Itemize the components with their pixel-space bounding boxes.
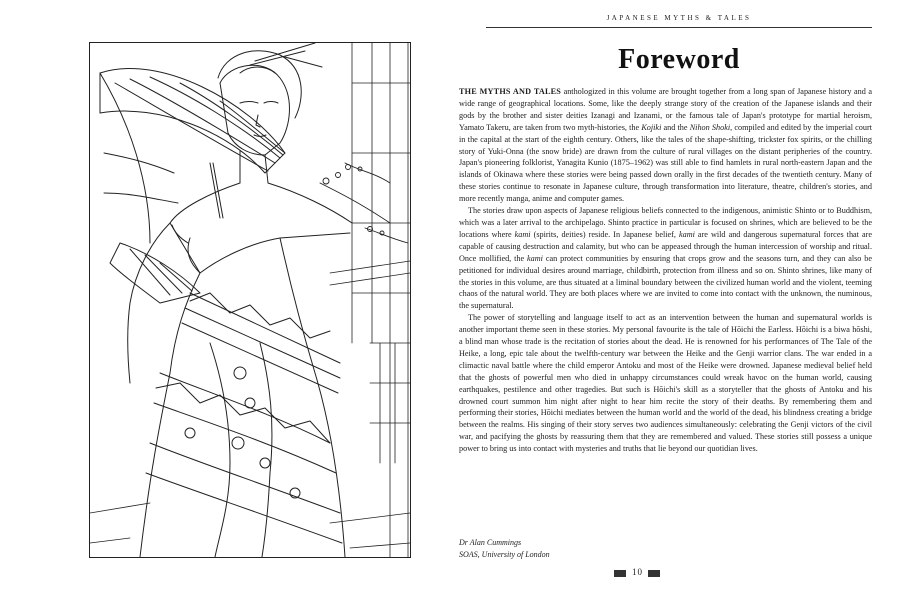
paragraph-1: THE MYTHS AND TALES anthologized in this volume are brought together from a long span of Japanese history and a wide range of geographical locations. Some, like the deeply strange story of the creation of the Japanese islands and their gods by the brother and sister deities Izanagi and Izanami, or the famous tale of Japan's prototype for martial heroism, Yamato Takeru, are taken from two myth-histories, the Kojiki and the Nihon Shoki, compiled and edited by the imperial court in the capital at the start of the eighth century. Others, like the tales of the shape-shifting, trickster fox spirits, or the chilling story of Yuki-Onna (the snow bride) are drawn from the culture of rural villages on the distant peripheries of the country. Japan's pioneering folklorist, Yanagita Kunio (1875–1962) was still able to find hamlets in rural north-eastern Japan and the islands of Okinawa where these stories were being passed down orally in the first decades of the twentieth century. Many of these stories continue to resonate in Japanese culture, through transformation into literature, theatre, children's stories, and more recently manga, anime and computer games.: [459, 87, 872, 204]
signature-affiliation: SOAS, University of London: [459, 549, 550, 559]
foreword-body: [459, 86, 872, 455]
page-title: Foreword: [618, 44, 740, 75]
background-screen: [330, 43, 410, 557]
coloring-illustration: [89, 42, 411, 558]
page-number: 10: [632, 567, 643, 577]
header-rule: [486, 27, 872, 28]
paragraph-3: The power of storytelling and language itself to act as an intervention between the human and supernatural worlds is another important theme seen in these stories. My personal favourite is the tale of Hōichi the Earless. Hōichi is a biwa hōshi, a blind man whose trade is the recitation of stories about the dead. He is renowned for his performances of The Tale of the Heike, a long, epic tale about the twelfth-century war between the Heike and the Genji warrior clans. The war ended in a climactic naval battle where the child emperor Antoku and most of the Heike were drowned. Japanese medieval belief held that the ghosts of powerful men who died in unhappy circumstances could wreak havoc on the human world, causing earthquakes, pestilence and other tragedies. But such is Hōichi's skill as a storyteller that the ghosts of Antoku and his drowned court summon him night after night to hear him recite the story of their deaths. By remembering them and performing their stories, Hōichi mediates between the human world and the world of the dead, his blindness creating a bridge between the realms. His singing of their story serves two audiences simultaneously: celebrating the Genji victors of the civil war, and pacifying the ghosts by reassuring them that they are remembered and valued. These stories still possess a unique power to bring us into contact with mysteries and truths that lie beyond our quotidian lives.: [459, 313, 872, 454]
signature: [459, 537, 550, 560]
sleeve: [128, 223, 200, 383]
parasol: [100, 68, 285, 303]
kimono: [140, 163, 352, 557]
running-header: JAPANESE MYTHS & TALES: [606, 14, 752, 22]
paragraph-2: The stories draw upon aspects of Japanese religious beliefs connected to the indigenous, animistic Shinto or to Buddhism, which was a later arrival to the archipelago. Shinto practice in particular is focused on shrines, which are believed to be the locations where kami (spirits, deities) reside. In Japanese belief, kami are wild and dangerous supernatural forces that are capable of causing destruction and calamity, but who can be appeased through the human intercession of worship and ritual. Once mollified, the kami can protect communities by ensuring that crops grow and the seasons turn, and they can also be petitioned for individual desires around marriage, childbirth, protection from illness and so on. Shinto shrines, like many of the stories in this volume, are thus situated at a liminal boundary between the civilized human world and the violent, teeming chaos of the natural world. They are both places where we are invited to come into contact with the unknown, the numinous, the supernatural.: [459, 206, 873, 311]
folio-ornament-left: [614, 570, 626, 577]
tree-branches: [320, 163, 408, 243]
lead-in: THE MYTHS AND TALES: [459, 87, 562, 96]
figure-head: [218, 43, 322, 183]
signature-name: Dr Alan Cummings: [459, 538, 522, 547]
folio-ornament-right: [648, 570, 660, 577]
